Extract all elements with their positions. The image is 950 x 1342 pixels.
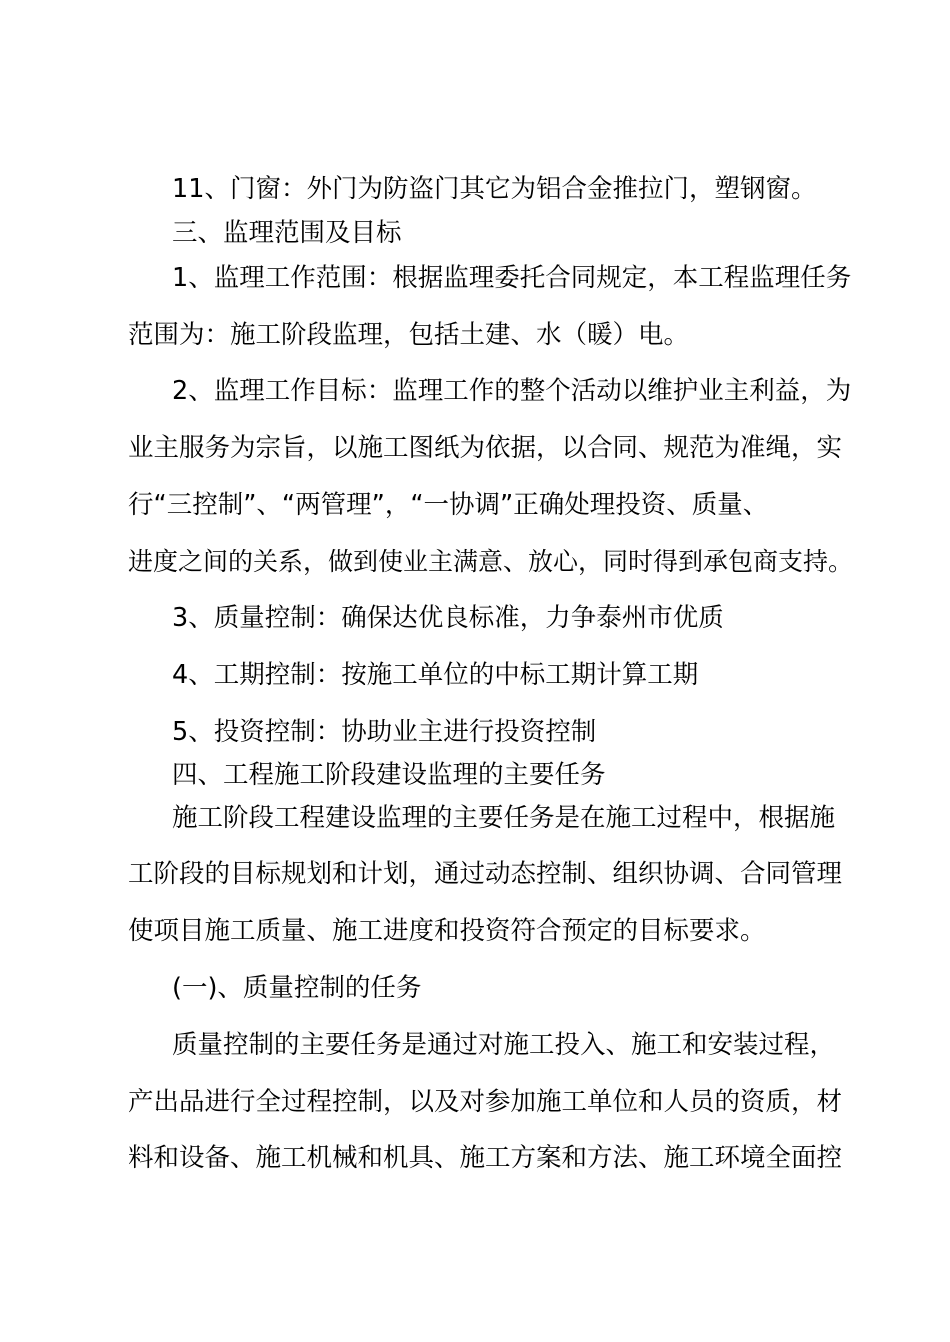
paragraph-goal-line-4: 进度之间的关系，做到使业主满意、放心，同时得到承包商支持。 [128, 547, 854, 576]
paragraph-goal-line-2: 业主服务为宗旨，以施工图纸为依据，以合同、规范为准绳，实 [128, 433, 843, 463]
paragraph-schedule-control: 4、工期控制：按施工单位的中标工期计算工期 [172, 660, 699, 690]
paragraph-doors-windows: 11、门窗：外门为防盗门其它为铝合金推拉门，塑钢窗。 [172, 174, 817, 204]
paragraph-goal-line-1: 2、监理工作目标：监理工作的整个活动以维护业主利益，为 [172, 376, 852, 406]
paragraph-quality-task-line-3: 料和设备、施工机械和机具、施工方案和方法、施工环境全面控 [128, 1143, 843, 1173]
paragraph-scope-line-1: 1、监理工作范围：根据监理委托合同规定，本工程监理任务 [172, 263, 852, 293]
paragraph-tasks-line-2: 工阶段的目标规划和计划，通过动态控制、组织协调、合同管理 [128, 859, 843, 889]
section-heading-4: 四、工程施工阶段建设监理的主要任务 [172, 760, 606, 790]
paragraph-investment-control: 5、投资控制：协助业主进行投资控制 [172, 717, 597, 747]
paragraph-scope-line-2: 范围为：施工阶段监理，包括土建、水（暖）电。 [128, 320, 690, 350]
paragraph-goal-line-3: 行“三控制”、“两管理”，“一协调”正确处理投资、质量、 [128, 490, 769, 520]
subsection-heading-1: (一)、质量控制的任务 [172, 973, 422, 1003]
paragraph-quality-task-line-2: 产出品进行全过程控制，以及对参加施工单位和人员的资质，材 [128, 1087, 843, 1117]
paragraph-tasks-line-3: 使项目施工质量、施工进度和投资符合预定的目标要求。 [128, 916, 766, 946]
paragraph-quality-task-line-1: 质量控制的主要任务是通过对施工投入、施工和安装过程， [172, 1030, 836, 1060]
section-heading-3: 三、监理范围及目标 [172, 218, 402, 248]
paragraph-tasks-line-1: 施工阶段工程建设监理的主要任务是在施工过程中，根据施 [172, 803, 836, 833]
paragraph-quality-control: 3、质量控制：确保达优良标准，力争泰州市优质 [172, 603, 724, 633]
